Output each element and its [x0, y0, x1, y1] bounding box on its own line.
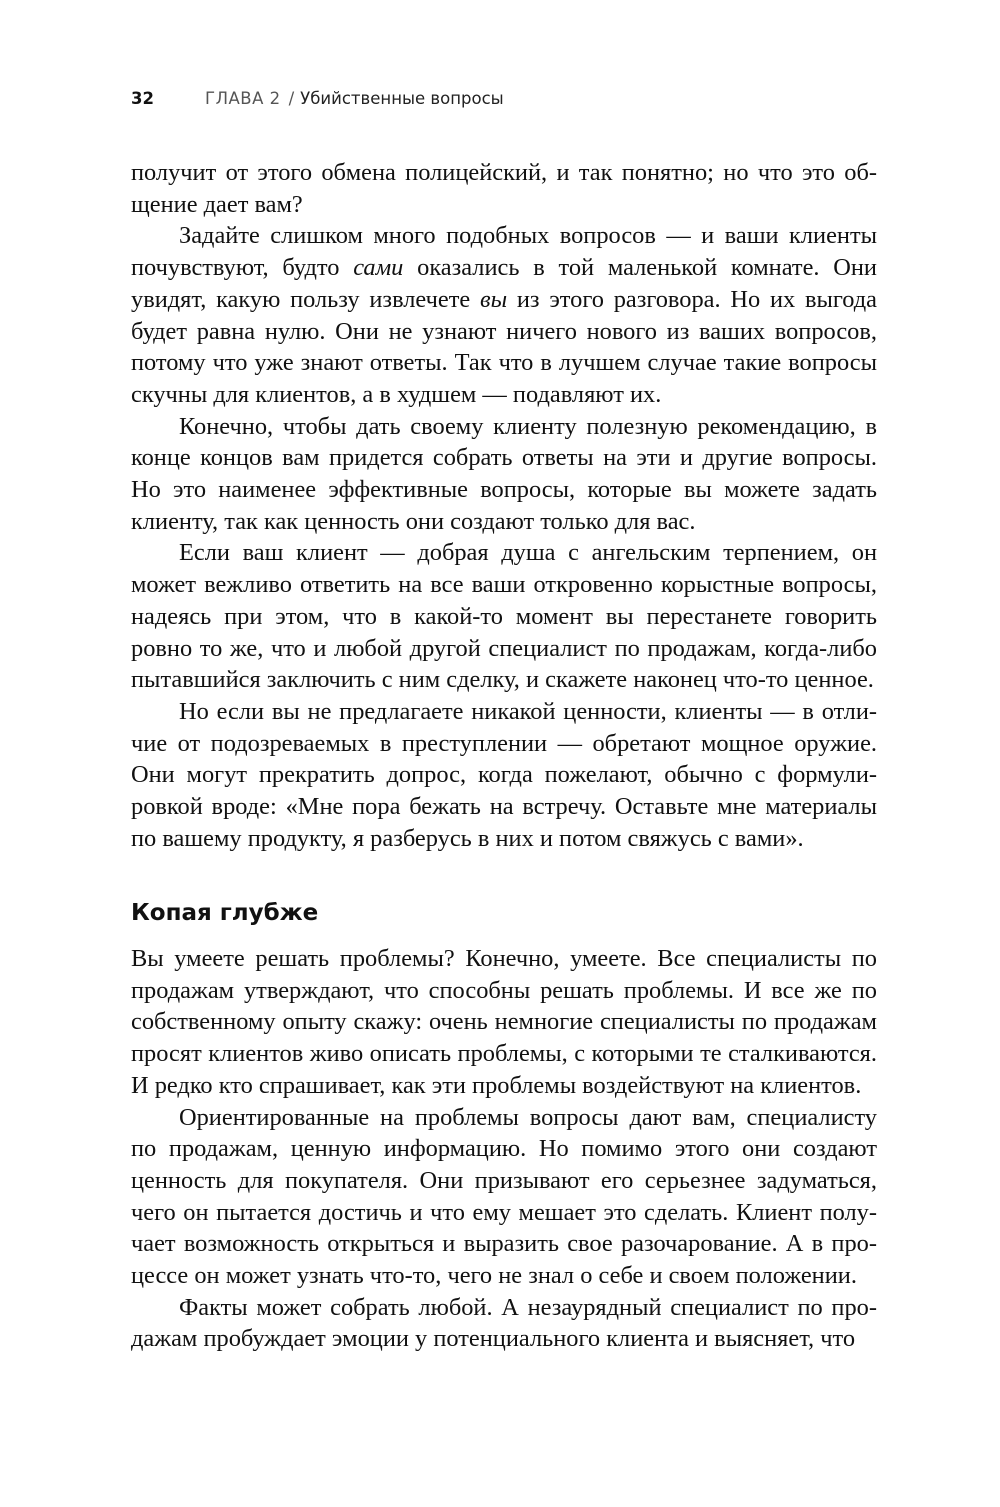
body-text-before-heading: [131, 157, 877, 854]
paragraph-text: Ориентированные на проблемы вопросы дают вам, специалисту по продажам, ценную информацию. Но помимо этого они создают ценность для покупателя. Они призывают его серьезнее задуматься, чего он пытается достичь и что ему мешает это сделать. Клиент получает возможность открыться и выразить свое разочарование. А в процессе он может узнать что-то, чего не знал о себе и своем положении.: [131, 1103, 877, 1290]
paragraph-text: получит от этого обмена полицейский, и так понятно; но что это общение дает вам?: [131, 159, 877, 218]
emphasis-text: сами: [353, 254, 404, 282]
running-head: [131, 88, 504, 110]
paragraph-text: из этого разговора. Но их выгода будет равна нулю. Они не узнают ничего нового из ваших вопросов, потому что уже знают ответы. Так что в лучшем случае такие вопросы скучны для клиентов, а в худшем — подавляют их.: [131, 285, 877, 408]
paragraph: [131, 1292, 877, 1355]
page-number: 32: [131, 89, 154, 108]
paragraph: [131, 411, 877, 538]
section-heading: Копая глубже: [131, 900, 319, 926]
paragraph: [131, 220, 877, 410]
paragraph-text: оказались в той маленькой комнате. Они увидят, какую пользу извлечете: [131, 254, 877, 313]
paragraph: [131, 696, 877, 855]
paragraph-text: Но если вы не предлагаете никакой ценности, клиенты — в отличие от подозреваемых в преступлении — обретают мощное оружие. Они могут прекратить допрос, когда пожелают, обычно с формулировкой вроде: «Мне пора бежать на встречу. Оставьте мне материалы по вашему продукту, я разберусь в них и потом свяжусь с вами».: [131, 697, 877, 852]
paragraph-text: Если ваш клиент — добрая душа с ангельским терпением, он может вежливо ответить на все ваши откровенно корыстные вопросы, надеясь при этом, что в какой-то момент вы перестанете говорить ровно то же, что и любой другой специалист по продажам, когда-либо пытавшийся заключить с ним сделку, и скажете наконец что-то ценное.: [131, 539, 877, 694]
emphasis-text: вы: [480, 285, 508, 313]
paragraph-text: Факты может собрать любой. А незаурядный специалист по продажам пробуждает эмоции у потенциального клиента и выясняет, что: [131, 1293, 877, 1353]
paragraph: [131, 943, 877, 1102]
paragraph: [131, 157, 877, 220]
chapter-label: ГЛАВА 2: [205, 89, 281, 108]
paragraph: [131, 1102, 877, 1292]
chapter-title: Убийственные вопросы: [300, 89, 504, 108]
paragraph-text: Задайте слишком много подобных вопросов — и ваши клиенты почувствуют, будто: [131, 222, 877, 282]
paragraph-text: Конечно, чтобы дать своему клиенту полезную рекомендацию, в конце концов вам придется собрать ответы на эти и другие вопросы. Но это наименее эффективные вопросы, которые вы можете задать клиенту, так как ценность они создают только для вас.: [131, 412, 877, 535]
paragraph: [131, 537, 877, 696]
running-head-separator: /: [288, 89, 295, 108]
body-text-after-heading: [131, 943, 877, 1355]
paragraph-text: Вы умеете решать проблемы? Конечно, умеете. Все специалисты по продажам утверждают, что способны решать проблемы. И все же по собственному опыту скажу: очень немногие специалисты по продажам просят клиентов живо описать проблемы, с которыми те сталкиваются. И редко кто спрашивает, как эти проблемы воздействуют на клиентов.: [131, 945, 877, 1099]
